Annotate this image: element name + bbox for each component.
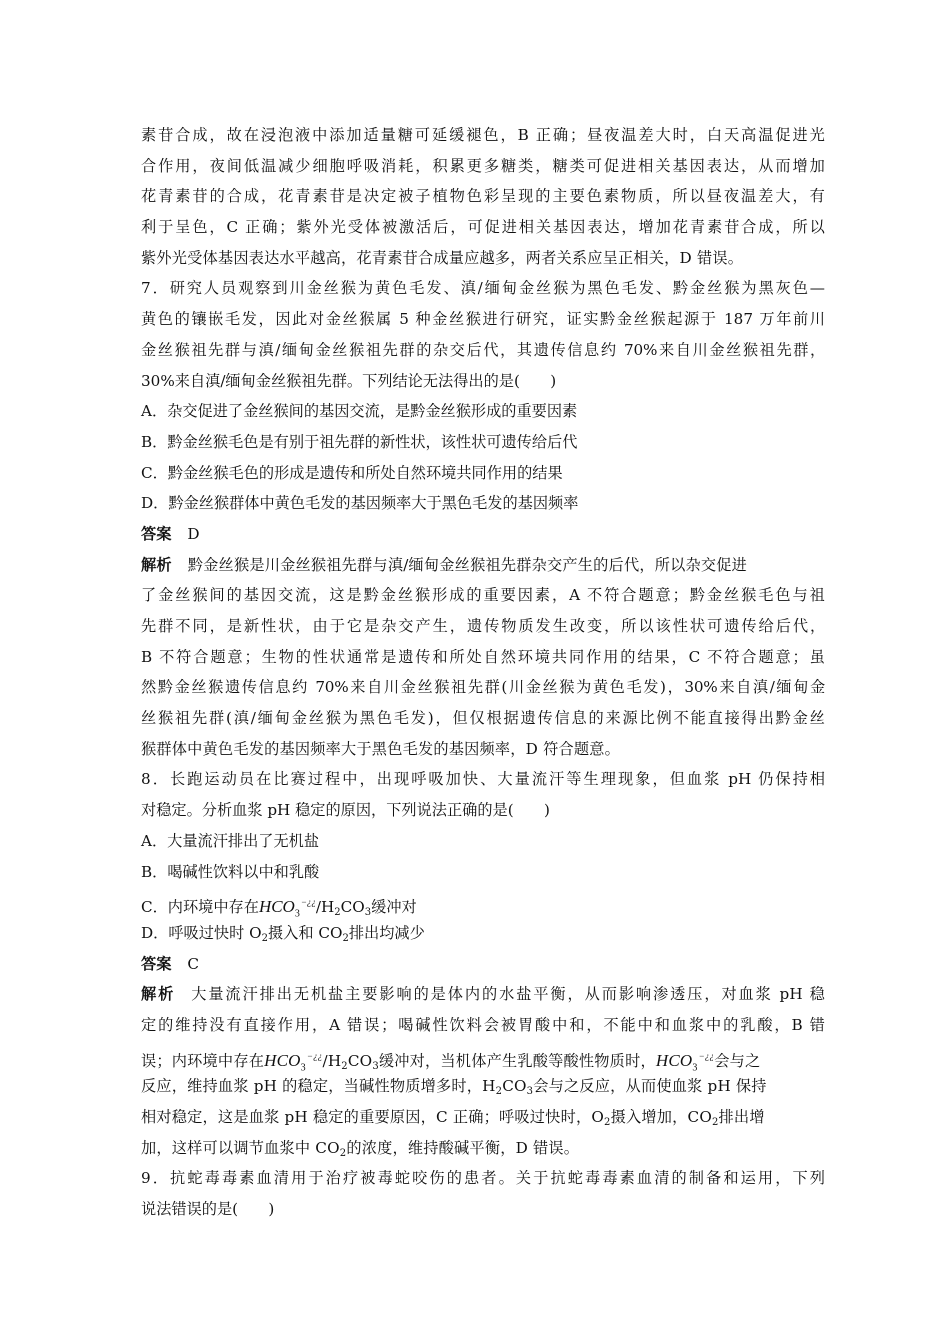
option-a: A．大量流汗排出了无机盐 xyxy=(141,831,320,850)
formula-base: HCO xyxy=(264,1050,301,1070)
text-line: 利于呈色，C 正确；紫外光受体被激活后，可促进相关基因表达，增加花青素苷合成，所以 xyxy=(141,218,825,237)
subscript: 2 xyxy=(341,1060,348,1072)
text-line: 合作用，夜间低温减少细胞呼吸消耗，积累更多糖类，糖类可促进相关基因表达，从而增加 xyxy=(141,156,825,175)
formula-superscript: −¿¿ xyxy=(300,897,316,908)
option-text: 摄入和 CO xyxy=(267,923,343,942)
option-c xyxy=(141,887,825,918)
analysis-line: 然黔金丝猴遗传信息约 70%来自川金丝猴祖先群(川金丝猴为黄色毛发)，30%来自滇/缅甸金 xyxy=(141,678,825,697)
analysis-text: CO xyxy=(502,1077,527,1096)
question-8 xyxy=(141,764,825,1163)
answer-label: 答案 xyxy=(141,524,172,543)
option-text: 缓冲对 xyxy=(371,898,417,917)
analysis-line: 丝猴祖先群(滇/缅甸金丝猴为黑色毛发)，但仅根据遗传信息的来源比例不能直接得出黔金丝 xyxy=(141,709,825,728)
analysis-first-line xyxy=(141,550,825,581)
question-stem-line: 对稳定。分析血浆 pH 稳定的原因，下列说法正确的是( ) xyxy=(141,801,550,820)
analysis-text: 会与之反应，从而使血浆 pH 保持 xyxy=(533,1077,767,1096)
question-stem-line: 黄色的镶嵌毛发，因此对金丝猴属 5 种金丝猴进行研究，证实黔金丝猴起源于 187 万年前川 xyxy=(141,310,825,329)
question-9 xyxy=(141,1163,825,1224)
document-page xyxy=(141,120,825,1225)
analysis-label: 解析 xyxy=(141,555,172,574)
option-b: B．黔金丝猴毛色是有别于祖先群的新性状，该性状可遗传给后代 xyxy=(141,432,578,451)
analysis-line: 定的维持没有直接作用，A 错误；喝碱性饮料会被胃酸中和，不能中和血浆中的乳酸，B 错 xyxy=(141,1015,825,1034)
question-7 xyxy=(141,273,825,764)
answer-value: D xyxy=(187,524,200,543)
analysis-text: 缓冲对，当机体产生乳酸等酸性物质时， xyxy=(378,1051,656,1070)
answer-label: 答案 xyxy=(141,954,172,973)
option-c: C．黔金丝猴毛色的形成是遗传和所处自然环境共同作用的结果 xyxy=(141,463,563,482)
formula-base: HCO xyxy=(655,1050,693,1070)
question-stem-line: 说法错误的是( ) xyxy=(141,1200,275,1219)
text-line: 花青素苷的合成，花青素苷是决定被子植物色彩呈现的主要色素物质，所以昼夜温差大，有 xyxy=(141,187,825,206)
option-d xyxy=(141,918,825,949)
subscript: 3 xyxy=(372,1060,379,1072)
subscript: 2 xyxy=(495,1086,503,1098)
bicarbonate-formula xyxy=(264,1050,323,1074)
analysis-text: 相对稳定，这是血浆 pH 稳定的重要原因，C 正确；呼吸过快时，O xyxy=(141,1108,604,1126)
question-stem-line: 8．长跑运动员在比赛过程中，出现呼吸加快、大量流汗等生理现象，但血浆 pH 仍保持相 xyxy=(141,770,825,789)
question-stem-line: 30%来自滇/缅甸金丝猴祖先群。下列结论无法得出的是( ) xyxy=(141,371,557,390)
analysis-line: 猴群体中黄色毛发的基因频率大于黑色毛发的基因频率，D 符合题意。 xyxy=(141,739,621,758)
option-text: C．内环境中存在 xyxy=(141,898,259,917)
subscript: 2 xyxy=(339,1147,347,1159)
formula-superscript: −¿¿ xyxy=(698,1050,715,1061)
option-d: D．黔金丝猴群体中黄色毛发的基因频率大于黑色毛发的基因频率 xyxy=(141,494,579,513)
option-a: A．杂交促进了金丝猴间的基因交流，是黔金丝猴形成的重要因素 xyxy=(141,402,578,421)
analysis-text: 会与之 xyxy=(714,1051,761,1070)
answer-line xyxy=(141,519,825,550)
analysis-text: 误；内环境中存在 xyxy=(141,1051,265,1070)
formula-subscript: 3 xyxy=(294,908,300,920)
text-line: 紫外光受体基因表达水平越高，花青素苷合成量应越多，两者关系应呈正相关，D 错误。 xyxy=(141,248,744,267)
option-text: 排出均减少 xyxy=(348,923,425,942)
subscript: 3 xyxy=(364,907,372,919)
analysis-text: 排出增 xyxy=(718,1108,765,1126)
option-text: D．呼吸过快时 O xyxy=(141,923,262,942)
subscript: 2 xyxy=(334,907,341,919)
text-line: 素苷合成，故在浸泡液中添加适量糖可延缓褪色，B 正确；昼夜温差大时，白天高温促进光 xyxy=(141,126,825,144)
subscript: 3 xyxy=(526,1086,534,1098)
analysis-line xyxy=(141,1071,825,1102)
analysis-text: 黔金丝猴是川金丝猴祖先群与滇/缅甸金丝猴祖先群杂交产生的后代，所以杂交促进 xyxy=(187,555,748,574)
option-text: CO xyxy=(340,898,365,917)
analysis-line: 先群不同，是新性状，由于它是杂交产生，遗传物质发生改变，所以该性状可遗传给后代， xyxy=(141,617,825,635)
bicarbonate-formula xyxy=(258,897,316,920)
analysis-text: 的浓度，维持酸碱平衡，D 错误。 xyxy=(346,1138,580,1157)
analysis-line: B 不符合题意；生物的性状通常是遗传和所处自然环境共同作用的结果，C 不符合题意；虽 xyxy=(141,647,825,666)
analysis-line xyxy=(141,1102,825,1133)
option-text: /H xyxy=(315,898,335,917)
analysis-label: 解析 xyxy=(141,985,176,1004)
formula-subscript: 3 xyxy=(692,1062,698,1074)
subscript: 2 xyxy=(604,1117,611,1128)
formula-base: HCO xyxy=(258,897,295,917)
question-stem-line: 金丝猴祖先群与滇/缅甸金丝猴祖先群的杂交后代，其遗传信息约 70%来自川金丝猴祖先群， xyxy=(141,340,825,359)
subscript: 2 xyxy=(342,932,349,944)
option-b: B．喝碱性饮料以中和乳酸 xyxy=(141,862,320,881)
analysis-text: CO xyxy=(347,1051,373,1070)
analysis-first-line xyxy=(141,979,825,1010)
bicarbonate-formula xyxy=(655,1050,715,1074)
analysis-text: 加，这样可以调节血浆中 CO xyxy=(141,1138,340,1157)
subscript: 2 xyxy=(711,1117,719,1128)
analysis-line xyxy=(141,1133,825,1164)
analysis-line xyxy=(141,1041,825,1072)
analysis-text: 摄入增加，CO xyxy=(610,1108,712,1126)
formula-subscript: 3 xyxy=(300,1062,306,1074)
previous-analysis-continuation xyxy=(141,120,825,273)
answer-line xyxy=(141,949,825,980)
formula-superscript: −¿¿ xyxy=(306,1050,323,1061)
question-stem-line: 9．抗蛇毒毒素血清用于治疗被毒蛇咬伤的患者。关于抗蛇毒毒素血清的制备和运用，下列 xyxy=(141,1169,825,1188)
analysis-text: 反应，维持血浆 pH 的稳定，当碱性物质增多时，H xyxy=(141,1077,496,1096)
subscript: 2 xyxy=(261,932,268,944)
question-stem-line: 7．研究人员观察到川金丝猴为黄色毛发、滇/缅甸金丝猴为黑色毛发、黔金丝猴为黑灰色— xyxy=(141,279,825,298)
analysis-line: 了金丝猴间的基因交流，这是黔金丝猴形成的重要因素，A 不符合题意；黔金丝猴毛色与祖 xyxy=(141,586,825,605)
answer-value: C xyxy=(187,954,199,973)
analysis-text: 大量流汗排出无机盐主要影响的是体内的水盐平衡，从而影响渗透压，对血浆 pH 稳 xyxy=(191,985,826,1004)
analysis-text: /H xyxy=(322,1051,342,1070)
